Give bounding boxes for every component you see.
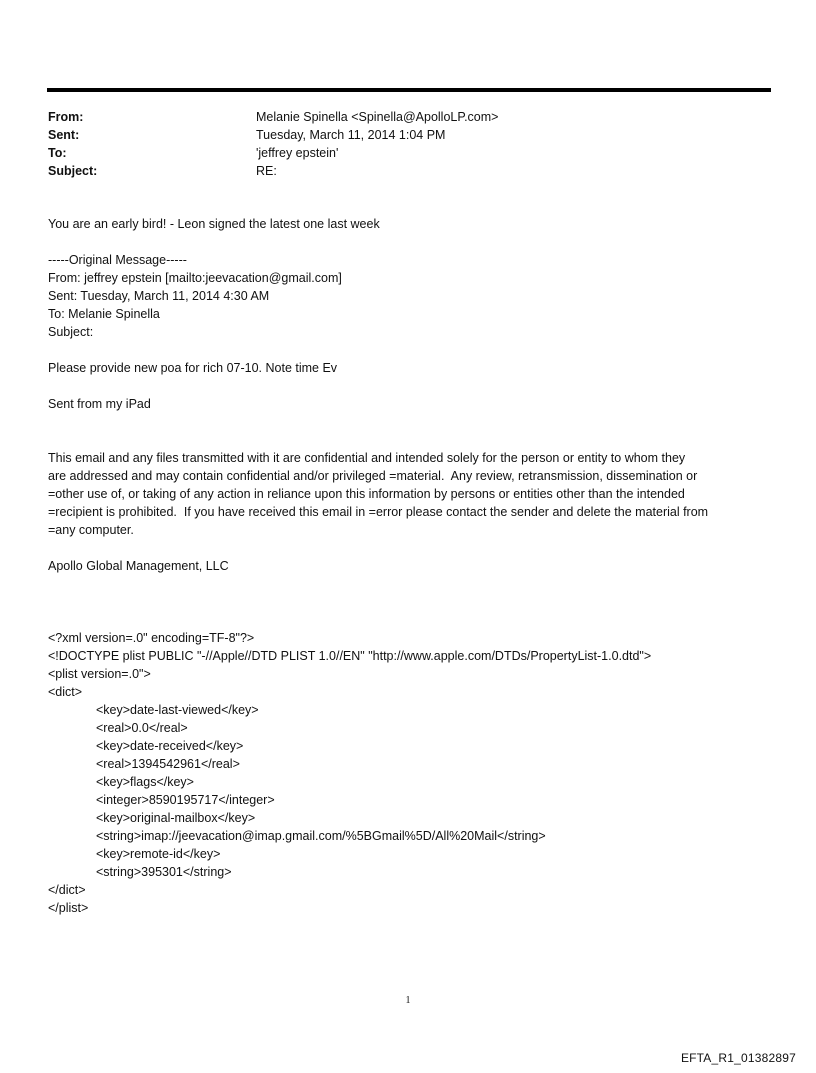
subject-value: RE: bbox=[256, 164, 277, 178]
subject-label: Subject: bbox=[48, 164, 98, 178]
sent-value: Tuesday, March 11, 2014 1:04 PM bbox=[256, 128, 446, 142]
sent-label: Sent: bbox=[48, 128, 80, 142]
signature: Sent from my iPad bbox=[48, 397, 151, 411]
plist-entry: <key>flags</key> bbox=[96, 775, 194, 789]
plist-entry: <string>imap://jeevacation@imap.gmail.com/%5BGmail%5D/All%20Mail</string> bbox=[96, 829, 546, 843]
to-label: To: bbox=[48, 146, 67, 160]
plist-entry: <key>date-last-viewed</key> bbox=[96, 703, 259, 717]
sent-row bbox=[48, 126, 748, 144]
original-to: To: Melanie Spinella bbox=[48, 307, 160, 321]
plist-entry: <string>395301</string> bbox=[96, 865, 232, 879]
original-sent: Sent: Tuesday, March 11, 2014 4:30 AM bbox=[48, 289, 270, 303]
original-from: From: jeffrey epstein [mailto:jeevacation@gmail.com] bbox=[48, 271, 342, 285]
plist-entry: <real>1394542961</real> bbox=[96, 757, 240, 771]
reply-text: You are an early bird! - Leon signed the latest one last week bbox=[48, 217, 380, 231]
page-number: 1 bbox=[405, 995, 411, 1006]
plist-entry: <key>remote-id</key> bbox=[96, 847, 221, 861]
original-message-heading: -----Original Message----- bbox=[48, 253, 187, 267]
dict-close: </dict> bbox=[48, 883, 86, 897]
disclaimer-line: are addressed and may contain confidential and/or privileged =material. Any review, retransmission, dissemination or bbox=[48, 469, 698, 483]
plist-entry: <key>original-mailbox</key> bbox=[96, 811, 256, 825]
to-row bbox=[48, 144, 748, 162]
plist-close: </plist> bbox=[48, 901, 89, 915]
plist-entry: <key>date-received</key> bbox=[96, 739, 244, 753]
from-row bbox=[48, 108, 748, 126]
disclaimer-line: =other use of, or taking of any action in reliance upon this information by persons or entities other than the intended bbox=[48, 487, 685, 501]
dict-open: <dict> bbox=[48, 685, 83, 699]
subject-row bbox=[48, 162, 748, 180]
doctype-line: <!DOCTYPE plist PUBLIC "-//Apple//DTD PLIST 1.0//EN" "http://www.apple.com/DTDs/PropertyList-1.0.dtd"> bbox=[48, 649, 652, 663]
disclaimer-line: =any computer. bbox=[48, 523, 134, 537]
from-value: Melanie Spinella <Spinella@ApolloLP.com> bbox=[256, 110, 499, 124]
company-name: Apollo Global Management, LLC bbox=[48, 559, 229, 573]
plist-entry: <integer>8590195717</integer> bbox=[96, 793, 275, 807]
from-label: From: bbox=[48, 110, 84, 124]
xml-declaration: <?xml version=.0" encoding=TF-8"?> bbox=[48, 631, 255, 645]
plist-entry: <real>0.0</real> bbox=[96, 721, 188, 735]
header-divider bbox=[47, 88, 771, 92]
disclaimer-line: This email and any files transmitted with it are confidential and intended solely for the person or entity to whom they bbox=[48, 451, 686, 465]
plist-open: <plist version=.0"> bbox=[48, 667, 151, 681]
original-message-text: Please provide new poa for rich 07-10. Note time Ev bbox=[48, 361, 338, 375]
disclaimer-line: =recipient is prohibited. If you have received this email in =error please contact the sender and delete the material from bbox=[48, 505, 709, 519]
to-value: 'jeffrey epstein' bbox=[256, 146, 339, 160]
original-subject: Subject: bbox=[48, 325, 94, 339]
bates-number: EFTA_R1_01382897 bbox=[680, 1051, 796, 1065]
